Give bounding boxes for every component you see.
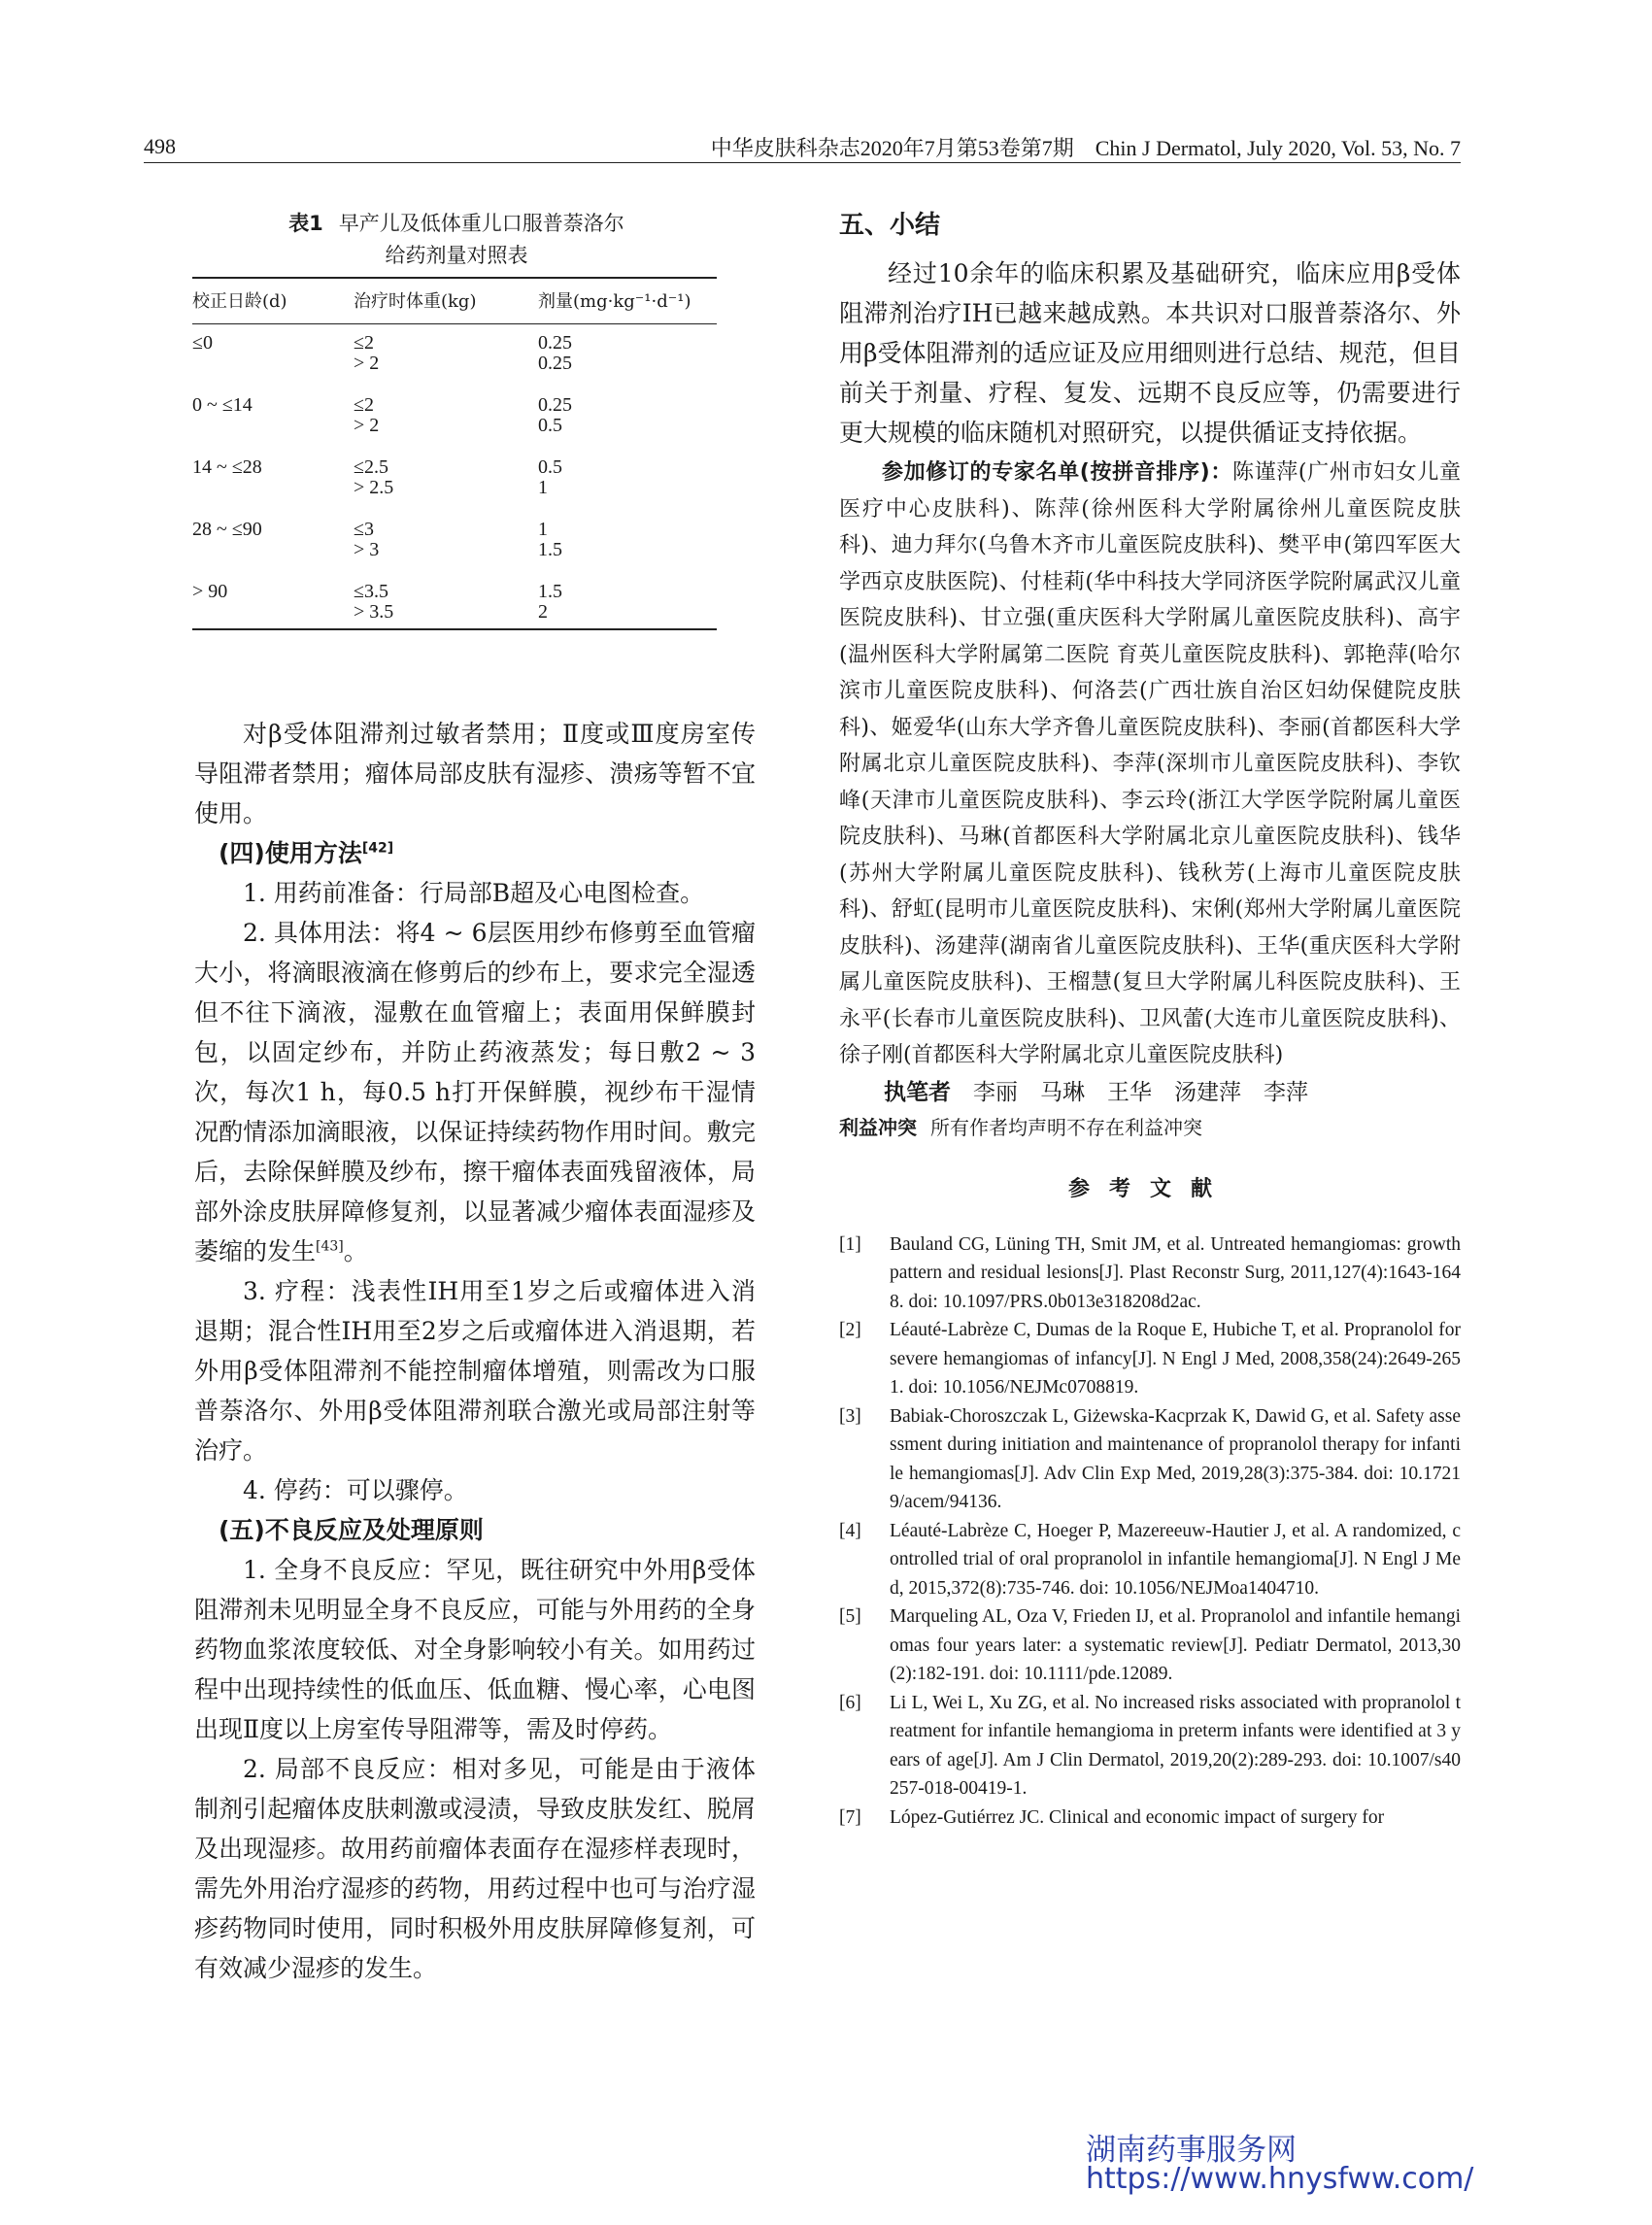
- paragraph-usage-2: 2. 具体用法：将4 ~ 6层医用纱布修剪至血管瘤大小，将滴眼液滴在修剪后的纱布上，要求完全湿透但不往下滴液，湿敷在血管瘤上；表面用保鲜膜封包，以固定纱布，并防止药液蒸发；每日敷2 ~ 3次，每次1 h，每0.5 h打开保鲜膜，视纱布干湿情况酌情添加滴眼液，以保证持续药物作用时间。敷完后，去除保鲜膜及纱布，擦干瘤体表面残留液体，局部外涂皮肤屏障修复剂，以显著减少瘤体表面湿疹及萎缩的发生[43]。: [194, 919, 756, 1265]
- section-heading-adverse: (五)不良反应及处理原则: [219, 1516, 484, 1544]
- table-row: [192, 515, 717, 577]
- paragraph-usage-1: 1. 用药前准备：行局部B超及心电图检查。: [243, 879, 705, 907]
- col-header-weight: 治疗时体重(kg): [354, 278, 538, 324]
- cell-dose: 0.5 1: [538, 456, 562, 498]
- cell-weight: ≤2.5 > 2.5: [354, 456, 394, 498]
- cell-dose: 0.25 0.5: [538, 394, 572, 436]
- cell-dose: 0.25 0.25: [538, 332, 572, 374]
- right-column: [839, 206, 1461, 1832]
- paragraph-summary: 经过10余年的临床积累及基础研究，临床应用β受体阻滞剂治疗IH已越来越成熟。本共识对口服普萘洛尔、外用β受体阻滞剂的适应证及应用细则进行总结、规范，但目前关于剂量、疗程、复发、远期不良反应等，仍需要进行更大规模的临床随机对照研究，以提供循证支持依据。: [839, 259, 1461, 447]
- table-row: [192, 453, 717, 515]
- table-row: [192, 390, 717, 453]
- cell-weight: ≤3.5 > 3.5: [354, 577, 538, 629]
- references-title: 参考文献: [1067, 1176, 1231, 1201]
- citation: [42]: [361, 840, 394, 857]
- header-rule: [144, 162, 1461, 163]
- col-header-age: 校正日龄(d): [192, 278, 354, 324]
- cell-weight: ≤2 > 2: [354, 332, 380, 374]
- reference-item: [1] Bauland CG, Lüning TH, Smit JM, et al. Untreated hemangiomas: growth pattern and residual lesions[J]. Plast Reconstr Surg, 2011,127(4):1643-1648. doi: 10.1097/PRS.0b013e318208d2ac.: [839, 1233, 1461, 1312]
- cell-weight: ≤2 > 2: [354, 394, 380, 436]
- dosage-table: [192, 277, 717, 630]
- coi-label: 利益冲突: [839, 1115, 917, 1139]
- table-row: [192, 324, 717, 391]
- cell-age: > 90: [192, 577, 354, 629]
- paragraph-usage-4: 4. 停药：可以骤停。: [243, 1476, 468, 1504]
- reference-list: [839, 1230, 1461, 1833]
- reference-item: [2] Léauté-Labrèze C, Dumas de la Roque E, Hubiche T, et al. Propranolol for severe hemangiomas of infancy[J]. N Engl J Med, 2008,358(24):2649-2651. doi: 10.1056/NEJMc0708819.: [839, 1320, 1461, 1398]
- paragraph-usage-3: 3. 疗程：浅表性IH用至1岁之后或瘤体进入消退期；混合性IH用至2岁之后或瘤体进入消退期，若外用β受体阻滞剂不能控制瘤体增殖，则需改为口服普萘洛尔、外用β受体阻滞剂联合激光或局部注射等治疗。: [194, 1277, 756, 1465]
- cell-age: 28 ~ ≤90: [192, 519, 262, 540]
- paragraph-contraindication: 对β受体阻滞剂过敏者禁用；Ⅱ度或Ⅲ度房室传导阻滞者禁用；瘤体局部皮肤有湿疹、溃疡等暂不宜使用。: [194, 720, 756, 827]
- cell-age: 0 ~ ≤14: [192, 394, 253, 416]
- cell-dose: 1.5 2: [538, 577, 717, 629]
- table-caption: [194, 208, 719, 272]
- authors-line: [839, 1074, 1461, 1111]
- cell-weight: ≤3 > 3: [354, 519, 380, 560]
- section-heading-usage: (四)使用方法[42]: [219, 839, 394, 867]
- paragraph-adverse-2: 2. 局部不良反应：相对多见，可能是由于液体制剂引起瘤体皮肤刺激或浸渍，导致皮肤发红、脱屑及出现湿疹。故用药前瘤体表面存在湿疹样表现时，需先外用治疗湿疹的药物，用药过程中也可与治疗湿疹药物同时使用，同时积极外用皮肤屏障修复剂，可有效减少湿疹的发生。: [194, 1755, 756, 1982]
- authors-names: 李丽 马琳 王华 汤建萍 李萍: [973, 1079, 1308, 1105]
- reference-item: [4] Léauté-Labrèze C, Hoeger P, Mazereeuw-Hautier J, et al. A randomized, controlled trial of oral propranolol in infantile hemangioma[J]. N Engl J Med, 2015,372(8):735-746. doi: 10.1056/NEJMoa1404710.: [839, 1520, 1461, 1599]
- col-header-dose: 剂量(mg·kg⁻¹·d⁻¹): [538, 278, 717, 324]
- cell-age: 14 ~ ≤28: [192, 456, 262, 478]
- journal-header: 中华皮肤科杂志2020年7月第53卷第7期 Chin J Dermatol, July 2020, Vol. 53, No. 7: [710, 136, 1461, 160]
- watermark-url[interactable]: https://www.hnysfww.com/: [1086, 2162, 1474, 2196]
- table-label: 表1: [288, 212, 323, 235]
- paragraph-adverse-1: 1. 全身不良反应：罕见，既往研究中外用β受体阻滞剂未见明显全身不良反应，可能与外用药的全身药物血浆浓度较低、对全身影响较小有关。如用药过程中出现持续性的低血压、低血糖、慢心率，心电图出现Ⅱ度以上房室传导阻滞等，需及时停药。: [194, 1556, 756, 1743]
- table-title-line1: 早产儿及低体重儿口服普萘洛尔: [338, 212, 624, 235]
- cell-age: ≤0: [192, 332, 213, 354]
- table-title-line2: 给药剂量对照表: [385, 244, 528, 267]
- expert-list: 参加修订的专家名单(按拼音排序)：陈谨萍(广州市妇女儿童医疗中心皮肤科)、陈萍(徐州医科大学附属徐州儿童医院皮肤科)、迪力拜尔(乌鲁木齐市儿童医院皮肤科)、樊平申(第四军医大学西京皮肤医院)、付桂莉(华中科技大学同济医学院附属武汉儿童医院皮肤科)、甘立强(重庆医科大学附属儿童医院皮肤科)、高宇(温州医科大学附属第二医院 育英儿童医院皮肤科)、郭艳萍(哈尔滨市儿童医院皮肤科)、何洛芸(广西壮族自治区妇幼保健院皮肤科)、姬爱华(山东大学齐鲁儿童医院皮肤科)、李丽(首都医科大学附属北京儿童医院皮肤科)、李萍(深圳市儿童医院皮肤科)、李钦峰(天津市儿童医院皮肤科)、李云玲(浙江大学医学院附属儿童医院皮肤科)、马琳(首都医科大学附属北京儿童医院皮肤科)、钱华(苏州大学附属儿童医院皮肤科)、钱秋芳(上海市儿童医院皮肤科)、舒虹(昆明市儿童医院皮肤科)、宋俐(郑州大学附属儿童医院皮肤科)、汤建萍(湖南省儿童医院皮肤科)、王华(重庆医科大学附属儿童医院皮肤科)、王榴慧(复旦大学附属儿科医院皮肤科)、王永平(长春市儿童医院皮肤科)、卫风蕾(大连市儿童医院皮肤科)、徐子刚(首都医科大学附属北京儿童医院皮肤科): [839, 460, 1461, 1067]
- reference-item: [7] López-Gutiérrez JC. Clinical and economic impact of surgery for: [839, 1806, 1385, 1828]
- conflict-of-interest: 利益冲突 所有作者均声明不存在利益冲突: [839, 1115, 1202, 1139]
- expert-list-label: 参加修订的专家名单(按拼音排序)：: [882, 460, 1232, 485]
- watermark-site-name: 湖南药事服务网: [1086, 2133, 1297, 2168]
- section-heading-summary: 五、小结: [839, 211, 941, 240]
- citation: [43]: [316, 1238, 344, 1255]
- table-row: [192, 577, 717, 629]
- reference-item: [6] Li L, Wei L, Xu ZG, et al. No increased risks associated with propranolol treatment for infantile hemangioma in preterm infants were identified at 3 years of age[J]. Am J Clin Dermatol, 2019,20(2):289-293. doi: 10.1007/s40257-018-00419-1.: [839, 1692, 1461, 1799]
- reference-item: [5] Marqueling AL, Oza V, Frieden IJ, et al. Propranolol and infantile hemangiomas four years later: a systematic review[J]. Pediatr Dermatol, 2013,30(2):182-191. doi: 10.1111/pde.12089.: [839, 1606, 1461, 1684]
- left-column: [194, 714, 756, 1988]
- cell-dose: 1 1.5: [538, 519, 562, 560]
- reference-item: [3] Babiak-Choroszczak L, Giżewska-Kacprzak K, Dawid G, et al. Safety assessment during initiation and maintenance of propranolol therapy for infantile hemangiomas[J]. Adv Clin Exp Med, 2019,28(3):375-384. doi: 10.17219/acem/94136.: [839, 1405, 1461, 1512]
- page-number: 498: [144, 134, 176, 158]
- authors-label: 执笔者: [884, 1079, 951, 1105]
